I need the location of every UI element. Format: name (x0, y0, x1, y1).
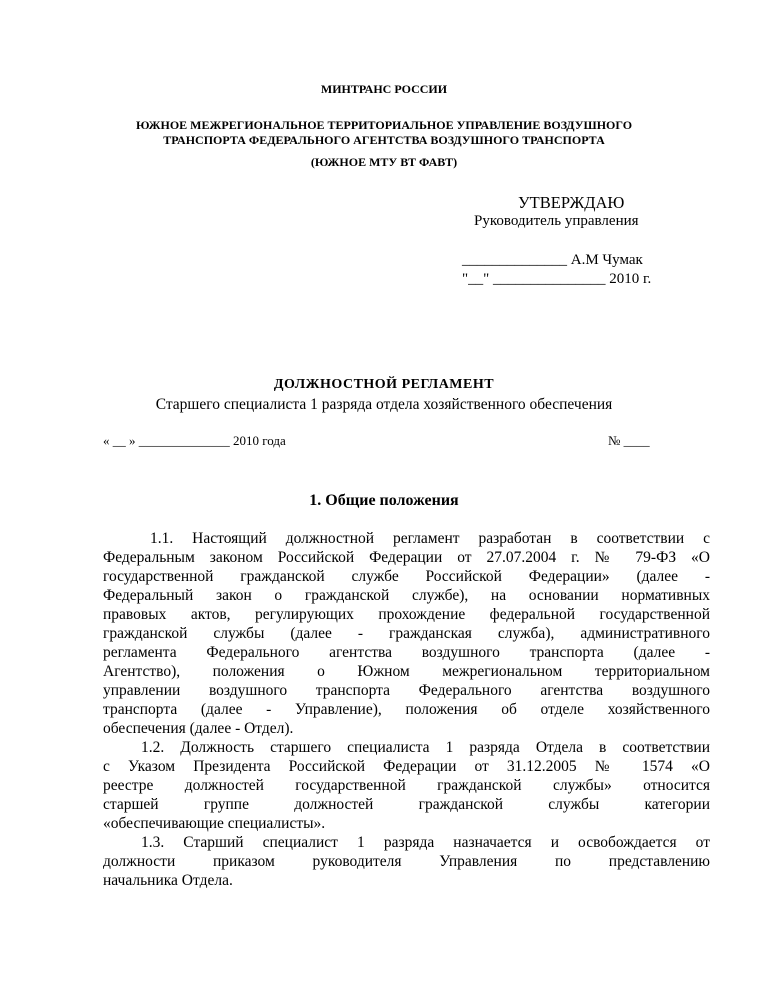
organization-name-line-2: ТРАНСПОРТА ФЕДЕРАЛЬНОГО АГЕНТСТВА ВОЗДУШНОГО ТРАНСПОРТА (163, 133, 605, 147)
approver-position: Руководитель управления (474, 213, 639, 229)
approver-signature-line: ______________ А.М Чумак (462, 252, 643, 268)
section-heading: 1. Общие положения (309, 492, 459, 509)
document-subtitle: Старшего специалиста 1 разряда отдела хозяйственного обеспечения (155, 396, 613, 413)
paragraph-line: 1.1. Настоящий должностной регламент разработан в соответствии с (150, 530, 710, 547)
paragraph-line: должности приказом руководителя Управления по представлению (103, 853, 710, 870)
approval-title: УТВЕРЖДАЮ (518, 193, 625, 212)
paragraph-line: начальника Отдела. (103, 872, 233, 889)
paragraph-line: обеспечения (далее - Отдел). (103, 720, 294, 737)
paragraph-line: 1.3. Старший специалист 1 разряда назначается и освобождается от (141, 834, 710, 851)
paragraph-line: Агентство), положения о Южном межрегиональном территориальном (103, 663, 710, 680)
paragraph-line: 1.2. Должность старшего специалиста 1 разряда Отдела в соответствии (141, 739, 710, 756)
paragraph-line: с Указом Президента Российской Федерации от 31.12.2005 № 1574 «О (103, 758, 710, 775)
organization-abbreviation: (ЮЖНОЕ МТУ ВТ ФАВТ) (310, 155, 458, 169)
organization-name-line-1: ЮЖНОЕ МЕЖРЕГИОНАЛЬНОЕ ТЕРРИТОРИАЛЬНОЕ УПРАВЛЕНИЕ ВОЗДУШНОГО (135, 118, 633, 132)
ministry-name: МИНТРАНС РОССИИ (320, 82, 448, 96)
document-number-field: № ____ (608, 433, 650, 448)
paragraph-line: реестре должностей государственной гражданской службы» относится (103, 777, 710, 794)
paragraph-line: правовых актов, регулирующих прохождение федеральной государственной (103, 606, 710, 623)
paragraph-line: транспорта (далее - Управление), положения об отделе хозяйственного (103, 701, 710, 718)
paragraph-line: гражданской службы (далее - гражданская служба), административного (103, 625, 710, 642)
paragraph-line: старшей группе должностей гражданской службы категории (103, 796, 710, 813)
document-date-field: « __ » ______________ 2010 года (103, 433, 286, 448)
paragraph-line: «обеспечивающие специалисты». (103, 815, 326, 832)
paragraph-line: регламента Федерального агентства воздушного транспорта (далее - (103, 644, 710, 661)
paragraph-line: Федеральный закон о гражданской службе), на основании нормативных (103, 587, 710, 604)
paragraph-line: государственной гражданской службе Российской Федерации» (далее - (103, 568, 710, 585)
approval-date-line: "__" _______________ 2010 г. (462, 271, 652, 287)
document-title: ДОЛЖНОСТНОЙ РЕГЛАМЕНТ (273, 377, 495, 392)
paragraph-line: управлении воздушного транспорта Федерального агентства воздушного (103, 682, 710, 699)
paragraph-line: Федеральным законом Российской Федерации от 27.07.2004 г. № 79-ФЗ «О (103, 549, 710, 566)
